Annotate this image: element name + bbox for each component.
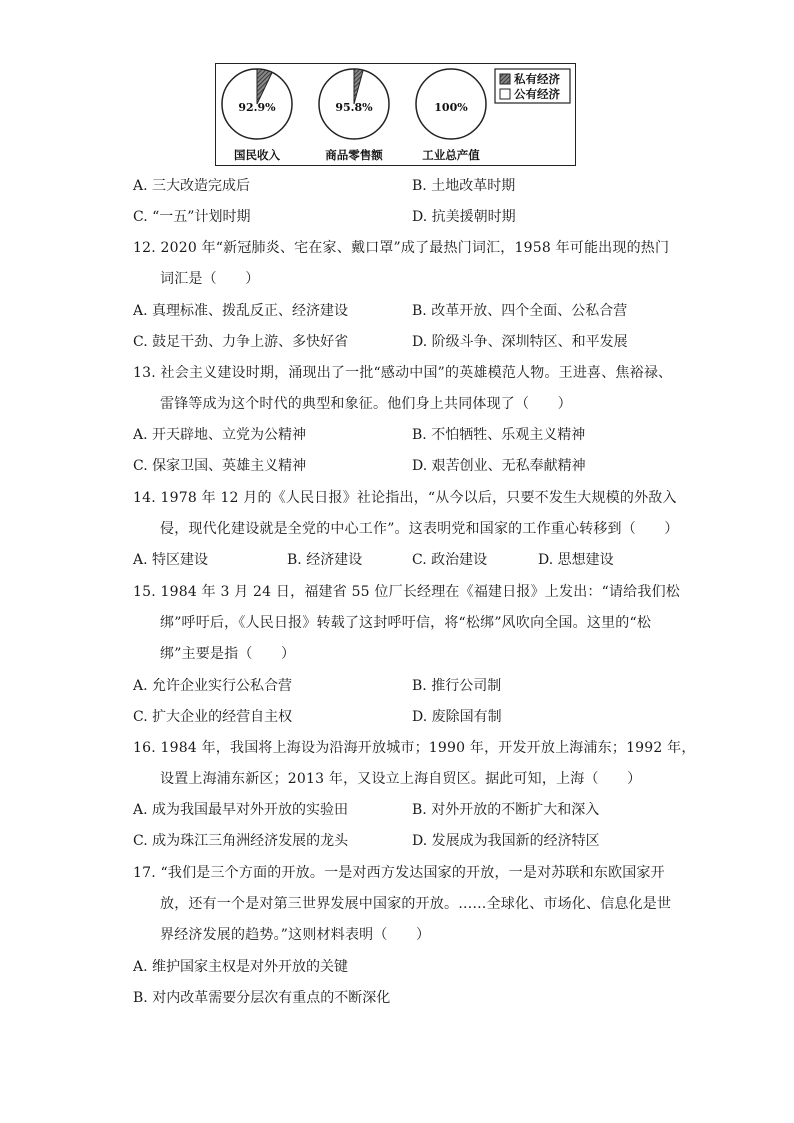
q11-option-d[interactable] xyxy=(412,209,516,225)
q12-option-a[interactable] xyxy=(133,303,348,319)
q13-option-a[interactable] xyxy=(133,427,306,443)
pie-chart-figure xyxy=(215,63,576,166)
option-letter: C. xyxy=(133,209,148,225)
option-text: 废除国有制 xyxy=(431,709,502,725)
option-letter: D. xyxy=(412,458,428,474)
q16-stem-line-2: 设置上海浦东新区；2013 年，又设立上海自贸区。据此可知，上海（ ） xyxy=(160,771,642,787)
option-text: 扩大企业的经营自主权 xyxy=(152,709,293,725)
pie-2 xyxy=(319,69,389,162)
q17-stem-line-2: 放，还有一个是对第三世界发展中国家的开放。……全球化、市场化、信息化是世 xyxy=(160,896,672,912)
option-text: 推行公司制 xyxy=(431,678,502,694)
option-text: 开天辟地、立党为公精神 xyxy=(152,427,307,443)
pie-category-label: 商品零售额 xyxy=(325,148,383,162)
q15-option-d[interactable] xyxy=(412,709,502,725)
option-text: 抗美援朝时期 xyxy=(431,209,516,225)
option-text: 成为珠江三角洲经济发展的龙头 xyxy=(152,833,349,849)
q15-stem-line-2: 绑”呼吁后，《人民日报》转载了这封呼吁信，将“松绑”风吹向全国。这里的“松 xyxy=(160,615,652,631)
q16-option-c[interactable] xyxy=(133,833,348,849)
option-text: 成为我国最早对外开放的实验田 xyxy=(152,802,349,818)
q16-stem-line-1: 16. 1984 年，我国将上海设为沿海开放城市；1990 年，开发开放上海浦东；1992 年， xyxy=(133,740,696,756)
option-letter: B. xyxy=(287,552,302,568)
option-text: 对外开放的不断扩大和深入 xyxy=(431,802,600,818)
option-letter: B. xyxy=(412,802,427,818)
option-letter: C. xyxy=(133,709,148,725)
q12-option-d[interactable] xyxy=(412,334,628,350)
q16-option-b[interactable] xyxy=(412,802,599,818)
option-text: 不怕牺牲、乐观主义精神 xyxy=(431,427,586,443)
pie-category-label: 工业总产值 xyxy=(422,148,480,162)
q12-option-b[interactable] xyxy=(412,303,627,319)
option-text: 鼓足干劲、力争上游、多快好省 xyxy=(152,334,349,350)
pie-value-label: 100% xyxy=(434,101,468,114)
option-text: 改革开放、四个全面、公私合营 xyxy=(431,303,628,319)
option-letter: C. xyxy=(133,833,148,849)
q17-option-b[interactable] xyxy=(133,990,390,1006)
q15-option-b[interactable] xyxy=(412,678,501,694)
q17-option-a[interactable] xyxy=(133,959,348,975)
q14-option-b[interactable] xyxy=(287,552,362,568)
q13-stem-line-2: 雷锋等成为这个时代的典型和象征。他们身上共同体现了（ ） xyxy=(160,396,572,412)
q13-option-b[interactable] xyxy=(412,427,585,443)
q14-option-c[interactable] xyxy=(412,552,487,568)
pie-value-label: 92.9% xyxy=(238,101,276,114)
option-text: “一五”计划时期 xyxy=(152,209,251,225)
legend-swatch-public xyxy=(500,89,510,99)
option-letter: B. xyxy=(412,427,427,443)
legend-label-private: 私有经济 xyxy=(514,72,560,86)
pie-value-label: 95.8% xyxy=(335,101,373,114)
option-text: 土地改革时期 xyxy=(431,178,516,194)
q13-option-c[interactable] xyxy=(133,458,306,474)
option-letter: C. xyxy=(133,458,148,474)
q11-option-b[interactable] xyxy=(412,178,515,194)
legend xyxy=(495,69,570,103)
option-letter: D. xyxy=(412,709,428,725)
option-text: 保家卫国、英雄主义精神 xyxy=(152,458,307,474)
legend-swatch-private xyxy=(500,74,510,84)
option-text: 真理标准、拨乱反正、经济建设 xyxy=(152,303,349,319)
option-text: 允许企业实行公私合营 xyxy=(152,678,293,694)
option-letter: C. xyxy=(412,552,427,568)
q17-stem-line-1: 17. “我们是三个方面的开放。一是对西方发达国家的开放，一是对苏联和东欧国家开 xyxy=(133,865,665,881)
q17-stem-line-3: 界经济发展的趋势。”这则材料表明（ ） xyxy=(160,927,431,943)
option-letter: D. xyxy=(412,334,428,350)
q15-stem-line-1: 15. 1984 年 3 月 24 日，福建省 55 位厂长经理在《福建日报》上发出：“请给我们松 xyxy=(133,584,680,600)
q11-option-a[interactable] xyxy=(133,178,250,194)
option-text: 特区建设 xyxy=(152,552,209,568)
q15-option-c[interactable] xyxy=(133,709,292,725)
q13-stem-line-1: 13. 社会主义建设时期，涌现出了一批“感动中国”的英雄模范人物。王进喜、焦裕禄、 xyxy=(133,365,673,381)
option-letter: A. xyxy=(133,427,148,443)
q14-stem-line-2: 侵，现代化建设就是全党的中心工作”。这表明党和国家的工作重心转移到（ ） xyxy=(160,521,679,537)
q12-option-c[interactable] xyxy=(133,334,348,350)
q14-option-d[interactable] xyxy=(538,552,614,568)
option-text: 思想建设 xyxy=(557,552,614,568)
q15-stem-line-3: 绑”主要是指（ ） xyxy=(160,646,296,662)
option-text: 艰苦创业、无私奉献精神 xyxy=(431,458,586,474)
q13-option-d[interactable] xyxy=(412,458,586,474)
option-text: 对内改革需要分层次有重点的不断深化 xyxy=(152,990,391,1006)
option-letter: A. xyxy=(133,552,148,568)
pie-3 xyxy=(416,69,486,162)
option-text: 发展成为我国新的经济特区 xyxy=(431,833,600,849)
option-letter: A. xyxy=(133,178,148,194)
option-text: 经济建设 xyxy=(306,552,363,568)
q16-option-d[interactable] xyxy=(412,833,600,849)
option-letter: A. xyxy=(133,303,148,319)
option-text: 维护国家主权是对外开放的关键 xyxy=(152,959,349,975)
option-text: 三大改造完成后 xyxy=(152,178,251,194)
q14-option-a[interactable] xyxy=(133,552,208,568)
q14-stem-line-1: 14. 1978 年 12 月的《人民日报》社论指出，“从今以后，只要不发生大规模的外敌入 xyxy=(133,490,677,506)
option-letter: D. xyxy=(412,833,428,849)
q11-option-c[interactable] xyxy=(133,209,250,225)
legend-label-public: 公有经济 xyxy=(514,87,560,101)
q12-stem-line-1: 12. 2020 年“新冠肺炎、宅在家、戴口罩”成了最热门词汇，1958 年可能出现的热门 xyxy=(133,240,670,256)
option-letter: A. xyxy=(133,802,148,818)
option-letter: D. xyxy=(538,552,554,568)
pie-1 xyxy=(222,69,292,162)
pie-chart-svg xyxy=(216,64,574,164)
option-text: 阶级斗争、深圳特区、和平发展 xyxy=(431,334,628,350)
option-letter: B. xyxy=(412,178,427,194)
option-letter: C. xyxy=(133,334,148,350)
q16-option-a[interactable] xyxy=(133,802,348,818)
q15-option-a[interactable] xyxy=(133,678,292,694)
q12-stem-line-2: 词汇是（ ） xyxy=(160,271,260,287)
option-letter: A. xyxy=(133,959,148,975)
option-letter: D. xyxy=(412,209,428,225)
option-letter: B. xyxy=(133,990,148,1006)
option-letter: B. xyxy=(412,678,427,694)
option-letter: B. xyxy=(412,303,427,319)
option-text: 政治建设 xyxy=(431,552,488,568)
option-letter: A. xyxy=(133,678,148,694)
pie-category-label: 国民收入 xyxy=(234,148,280,162)
